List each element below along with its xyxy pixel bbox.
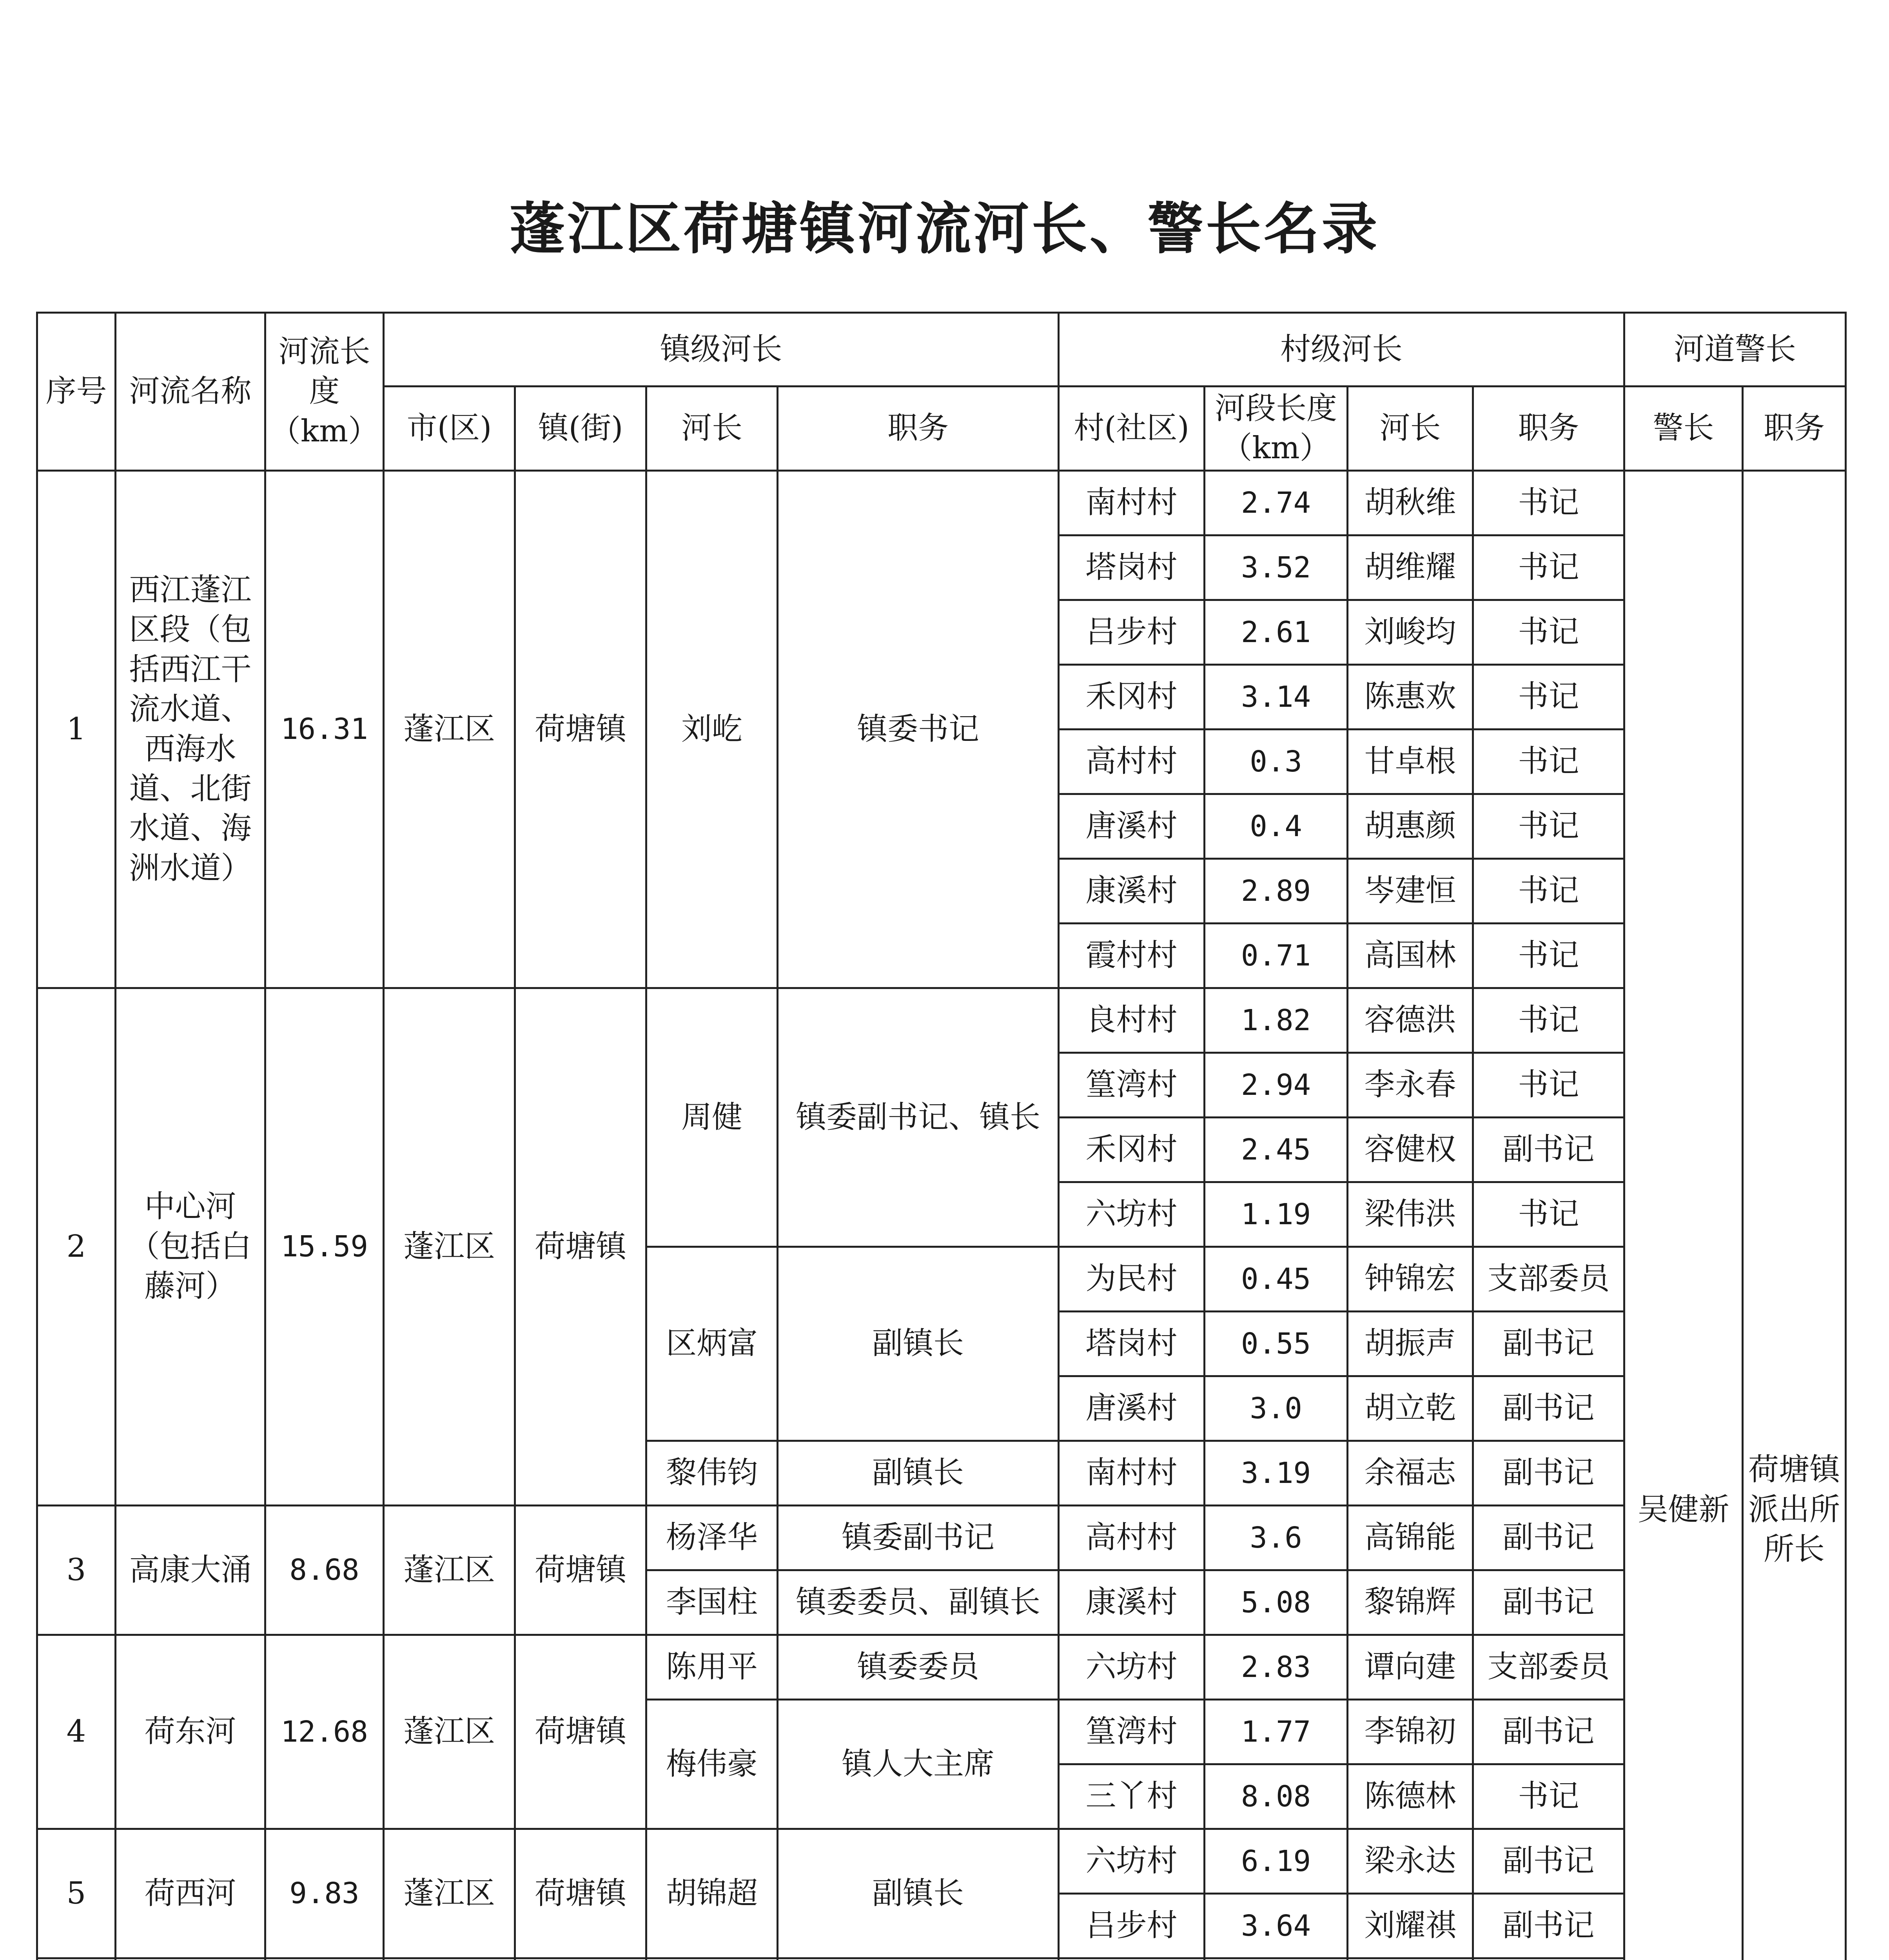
town-chief-position: 镇委书记 bbox=[778, 471, 1059, 988]
village-name: 为民村 bbox=[1059, 1247, 1205, 1312]
village-name: 高村村 bbox=[1059, 1506, 1205, 1570]
village-chief-name: 黎锦辉 bbox=[1348, 1570, 1473, 1635]
village-chief-name bbox=[1348, 1958, 1473, 1960]
river-seq: 1 bbox=[37, 471, 116, 988]
river-name bbox=[116, 1958, 265, 1960]
village-chief-name: 甘卓根 bbox=[1348, 730, 1473, 794]
village-name: 南村村 bbox=[1059, 471, 1205, 535]
river-town bbox=[515, 1958, 646, 1960]
village-segment-length: 0.55 bbox=[1205, 1312, 1348, 1376]
river-length: 15.59 bbox=[265, 988, 384, 1506]
village-chief-position: 书记 bbox=[1473, 535, 1624, 600]
village-chief-name: 余福志 bbox=[1348, 1441, 1473, 1506]
river-town: 荷塘镇 bbox=[515, 1829, 646, 1958]
village-chief-position: 书记 bbox=[1473, 471, 1624, 535]
header-village-level: 村级河长 bbox=[1059, 313, 1624, 387]
village-segment-length: 0.3 bbox=[1205, 730, 1348, 794]
river-name: 荷西河 bbox=[116, 1829, 265, 1958]
header-position: 职务 bbox=[778, 387, 1059, 471]
header-village: 村(社区) bbox=[1059, 387, 1205, 471]
village-segment-length: 3.52 bbox=[1205, 535, 1348, 600]
river-name: 西江蓬江区段（包括西江干流水道、西海水道、北街水道、海洲水道） bbox=[116, 471, 265, 988]
village-chief-position: 书记 bbox=[1473, 730, 1624, 794]
header-village-position: 职务 bbox=[1473, 387, 1624, 471]
table-row bbox=[37, 1635, 1846, 1700]
village-chief-name: 岑建恒 bbox=[1348, 859, 1473, 924]
table-row bbox=[37, 471, 1846, 535]
village-segment-length: 8.08 bbox=[1205, 1764, 1348, 1829]
village-chief-position: 副书记 bbox=[1473, 1118, 1624, 1182]
police-chief-position: 荷塘镇派出所所长 bbox=[1743, 471, 1846, 1960]
river-city: 蓬江区 bbox=[384, 1506, 515, 1635]
town-chief-name: 区炳富 bbox=[646, 1247, 778, 1441]
river-city: 蓬江区 bbox=[384, 471, 515, 988]
town-chief-name: 黎伟钧 bbox=[646, 1441, 778, 1506]
village-chief-position: 副书记 bbox=[1473, 1894, 1624, 1958]
village-name: 康溪村 bbox=[1059, 1570, 1205, 1635]
village-chief-position: 支部委员 bbox=[1473, 1635, 1624, 1700]
village-chief-name: 容德洪 bbox=[1348, 988, 1473, 1053]
village-chief-position: 书记 bbox=[1473, 1053, 1624, 1118]
village-chief-position: 书记 bbox=[1473, 794, 1624, 859]
village-chief-position: 副书记 bbox=[1473, 1376, 1624, 1441]
village-segment-length: 0.45 bbox=[1205, 1247, 1348, 1312]
village-name: 唐溪村 bbox=[1059, 1376, 1205, 1441]
village-chief-name: 胡维耀 bbox=[1348, 535, 1473, 600]
village-chief-position: 副书记 bbox=[1473, 1570, 1624, 1635]
village-segment-length: 2.61 bbox=[1205, 600, 1348, 665]
village-chief-name: 高锦能 bbox=[1348, 1506, 1473, 1570]
village-chief-name: 胡立乾 bbox=[1348, 1376, 1473, 1441]
village-chief-position: 副书记 bbox=[1473, 1441, 1624, 1506]
river-length: 8.68 bbox=[265, 1506, 384, 1635]
town-chief-position: 副镇长 bbox=[778, 1247, 1059, 1441]
river-city: 蓬江区 bbox=[384, 1829, 515, 1958]
village-name: 南村村 bbox=[1059, 1441, 1205, 1506]
village-name: 吕步村 bbox=[1059, 600, 1205, 665]
village-name: 高村村 bbox=[1059, 730, 1205, 794]
village-segment-length: 3.6 bbox=[1205, 1506, 1348, 1570]
village-segment-length: 5.08 bbox=[1205, 1570, 1348, 1635]
river-town: 荷塘镇 bbox=[515, 471, 646, 988]
table-row bbox=[37, 313, 1846, 387]
village-name: 六坊村 bbox=[1059, 1635, 1205, 1700]
village-segment-length: 3.19 bbox=[1205, 1441, 1348, 1506]
roster-table bbox=[36, 312, 1847, 1960]
town-chief-name: 胡锦超 bbox=[646, 1829, 778, 1958]
town-chief-position: 镇人大主席 bbox=[778, 1700, 1059, 1829]
header-chief: 河长 bbox=[646, 387, 778, 471]
header-police-level: 河道警长 bbox=[1624, 313, 1846, 387]
header-town: 镇(街) bbox=[515, 387, 646, 471]
village-chief-position: 副书记 bbox=[1473, 1829, 1624, 1894]
village-chief-position: 书记 bbox=[1473, 600, 1624, 665]
river-length: 9.83 bbox=[265, 1829, 384, 1958]
river-city bbox=[384, 1958, 515, 1960]
village-segment-length: 6.19 bbox=[1205, 1829, 1348, 1894]
village-segment-length: 1.82 bbox=[1205, 988, 1348, 1053]
river-town: 荷塘镇 bbox=[515, 1635, 646, 1829]
village-segment-length: 3.0 bbox=[1205, 1376, 1348, 1441]
village-segment-length: 2.94 bbox=[1205, 1053, 1348, 1118]
village-chief-name: 梁伟洪 bbox=[1348, 1182, 1473, 1247]
town-chief-name bbox=[646, 1958, 778, 1960]
table-row bbox=[37, 988, 1846, 1053]
page-title: 蓬江区荷塘镇河流河长、警长名录 bbox=[509, 197, 1380, 261]
village-chief-position bbox=[1473, 1958, 1624, 1960]
village-chief-name: 陈惠欢 bbox=[1348, 665, 1473, 730]
town-chief-position: 副镇长 bbox=[778, 1441, 1059, 1506]
village-name: 三丫村 bbox=[1059, 1764, 1205, 1829]
village-chief-name: 谭向建 bbox=[1348, 1635, 1473, 1700]
river-length: 16.31 bbox=[265, 471, 384, 988]
village-name: 塔岗村 bbox=[1059, 535, 1205, 600]
village-name: 禾冈村 bbox=[1059, 1118, 1205, 1182]
town-chief-name: 梅伟豪 bbox=[646, 1700, 778, 1829]
header-town-level: 镇级河长 bbox=[384, 313, 1059, 387]
village-chief-position: 副书记 bbox=[1473, 1312, 1624, 1376]
village-name: 良村村 bbox=[1059, 988, 1205, 1053]
village-segment-length: 0.4 bbox=[1205, 794, 1348, 859]
river-length bbox=[265, 1958, 384, 1960]
table-row bbox=[37, 1829, 1846, 1894]
town-chief-position: 副镇长 bbox=[778, 1829, 1059, 1958]
village-name: 六坊村 bbox=[1059, 1829, 1205, 1894]
village-chief-position: 书记 bbox=[1473, 665, 1624, 730]
village-name bbox=[1059, 1958, 1205, 1960]
village-chief-name: 胡惠颜 bbox=[1348, 794, 1473, 859]
river-name: 中心河（包括白藤河） bbox=[116, 988, 265, 1506]
table-row bbox=[37, 1506, 1846, 1570]
river-name: 荷东河 bbox=[116, 1635, 265, 1829]
village-name: 塔岗村 bbox=[1059, 1312, 1205, 1376]
police-chief-name: 吴健新 bbox=[1624, 471, 1743, 1960]
village-segment-length: 2.89 bbox=[1205, 859, 1348, 924]
header-police-position: 职务 bbox=[1743, 387, 1846, 471]
village-chief-position: 书记 bbox=[1473, 859, 1624, 924]
village-chief-name: 梁永达 bbox=[1348, 1829, 1473, 1894]
river-town: 荷塘镇 bbox=[515, 988, 646, 1506]
village-segment-length: 0.71 bbox=[1205, 924, 1348, 988]
village-name: 唐溪村 bbox=[1059, 794, 1205, 859]
village-chief-position: 书记 bbox=[1473, 924, 1624, 988]
village-chief-name: 高国林 bbox=[1348, 924, 1473, 988]
village-chief-name: 容健权 bbox=[1348, 1118, 1473, 1182]
village-chief-name: 钟锦宏 bbox=[1348, 1247, 1473, 1312]
header-city: 市(区) bbox=[384, 387, 515, 471]
village-chief-position: 支部委员 bbox=[1473, 1247, 1624, 1312]
village-name: 篁湾村 bbox=[1059, 1700, 1205, 1764]
village-name: 康溪村 bbox=[1059, 859, 1205, 924]
village-chief-name: 胡秋维 bbox=[1348, 471, 1473, 535]
river-city: 蓬江区 bbox=[384, 1635, 515, 1829]
river-seq: 5 bbox=[37, 1829, 116, 1958]
header-police-chief: 警长 bbox=[1624, 387, 1743, 471]
river-seq: 2 bbox=[37, 988, 116, 1506]
village-segment-length: 1.77 bbox=[1205, 1700, 1348, 1764]
village-segment-length bbox=[1205, 1958, 1348, 1960]
header-river-length: 河流长度（km） bbox=[265, 313, 384, 471]
village-name: 霞村村 bbox=[1059, 924, 1205, 988]
village-chief-name: 刘耀祺 bbox=[1348, 1894, 1473, 1958]
river-city: 蓬江区 bbox=[384, 988, 515, 1506]
village-chief-position: 书记 bbox=[1473, 1182, 1624, 1247]
village-name: 禾冈村 bbox=[1059, 665, 1205, 730]
town-chief-position: 镇委副书记 bbox=[778, 1506, 1059, 1570]
header-river-name: 河流名称 bbox=[116, 313, 265, 471]
header-seq: 序号 bbox=[37, 313, 116, 471]
village-chief-position: 副书记 bbox=[1473, 1700, 1624, 1764]
town-chief-position: 镇委委员、副镇长 bbox=[778, 1570, 1059, 1635]
river-seq: 3 bbox=[37, 1506, 116, 1635]
village-segment-length: 2.83 bbox=[1205, 1635, 1348, 1700]
village-segment-length: 2.74 bbox=[1205, 471, 1348, 535]
town-chief-position: 镇委副书记、镇长 bbox=[778, 988, 1059, 1247]
village-segment-length: 1.19 bbox=[1205, 1182, 1348, 1247]
town-chief-name: 周健 bbox=[646, 988, 778, 1247]
village-chief-name: 陈德林 bbox=[1348, 1764, 1473, 1829]
town-chief-name: 杨泽华 bbox=[646, 1506, 778, 1570]
town-chief-name: 李国柱 bbox=[646, 1570, 778, 1635]
village-name: 六坊村 bbox=[1059, 1182, 1205, 1247]
river-name: 高康大涌 bbox=[116, 1506, 265, 1635]
river-length: 12.68 bbox=[265, 1635, 384, 1829]
village-segment-length: 3.14 bbox=[1205, 665, 1348, 730]
village-chief-position: 副书记 bbox=[1473, 1506, 1624, 1570]
town-chief-name: 陈用平 bbox=[646, 1635, 778, 1700]
village-segment-length: 3.64 bbox=[1205, 1894, 1348, 1958]
table-row bbox=[37, 1958, 1846, 1960]
village-chief-name: 胡振声 bbox=[1348, 1312, 1473, 1376]
village-chief-position: 书记 bbox=[1473, 1764, 1624, 1829]
header-segment-length: 河段长度（km） bbox=[1205, 387, 1348, 471]
village-name: 吕步村 bbox=[1059, 1894, 1205, 1958]
village-chief-position: 书记 bbox=[1473, 988, 1624, 1053]
river-seq bbox=[37, 1958, 116, 1960]
river-town: 荷塘镇 bbox=[515, 1506, 646, 1635]
village-chief-name: 李锦初 bbox=[1348, 1700, 1473, 1764]
village-chief-name: 李永春 bbox=[1348, 1053, 1473, 1118]
village-segment-length: 2.45 bbox=[1205, 1118, 1348, 1182]
header-village-chief: 河长 bbox=[1348, 387, 1473, 471]
village-chief-name: 刘峻均 bbox=[1348, 600, 1473, 665]
village-name: 篁湾村 bbox=[1059, 1053, 1205, 1118]
town-chief-name: 刘屹 bbox=[646, 471, 778, 988]
town-chief-position: 镇委委员 bbox=[778, 1635, 1059, 1700]
river-seq: 4 bbox=[37, 1635, 116, 1829]
town-chief-position bbox=[778, 1958, 1059, 1960]
